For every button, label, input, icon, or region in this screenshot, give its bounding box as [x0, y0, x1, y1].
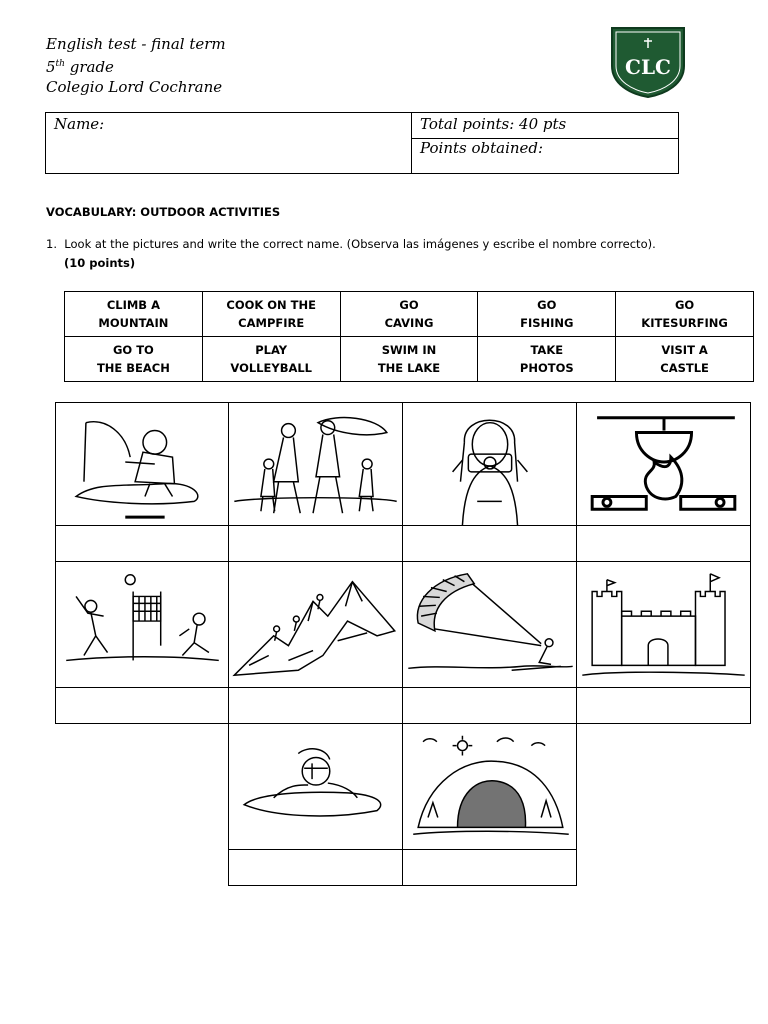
- word-bank-cell: GO TO THE BEACH: [65, 337, 203, 382]
- beach-picture: [228, 402, 403, 526]
- test-title: English test - final term: [46, 35, 226, 53]
- word-bank-cell: COOK ON THE CAMPFIRE: [202, 292, 340, 337]
- instruction: 1. Look at the pictures and write the correct name. (Observa las imágenes y escribe el nombre correcto). (10 points): [46, 237, 656, 270]
- answer-box[interactable]: [55, 525, 229, 562]
- grade-line: 5th grade: [46, 58, 114, 76]
- word-bank-cell: VISIT A CASTLE: [616, 337, 754, 382]
- cave-picture: [402, 723, 577, 850]
- name-points-box: [45, 112, 679, 174]
- answer-box[interactable]: [228, 525, 403, 562]
- points-obtained-label: Points obtained:: [420, 139, 544, 157]
- logo-lettering: CLC: [625, 55, 671, 79]
- word-bank-cell: PLAY VOLLEYBALL: [202, 337, 340, 382]
- answer-box[interactable]: [228, 849, 403, 886]
- word-bank-cell: TAKE PHOTOS: [478, 337, 616, 382]
- answer-box[interactable]: [576, 525, 751, 562]
- school-logo: [610, 26, 686, 98]
- mountain-picture: [228, 561, 403, 688]
- name-label: Name:: [54, 115, 105, 133]
- word-bank-table: [64, 291, 754, 382]
- answer-box[interactable]: [402, 849, 577, 886]
- swimming-picture: [228, 723, 403, 850]
- fishing-picture: [55, 402, 229, 526]
- test-header: [46, 34, 226, 97]
- campfire-picture: [576, 402, 751, 526]
- word-bank-cell: GO FISHING: [478, 292, 616, 337]
- answer-box[interactable]: [402, 687, 577, 724]
- word-bank-cell: GO CAVING: [340, 292, 478, 337]
- answer-box[interactable]: [402, 525, 577, 562]
- castle-picture: [576, 561, 751, 688]
- photos-picture: [402, 402, 577, 526]
- total-points-label: Total points: 40 pts: [420, 115, 567, 133]
- answer-box[interactable]: [55, 687, 229, 724]
- word-bank-cell: GO KITESURFING: [616, 292, 754, 337]
- answer-box[interactable]: [228, 687, 403, 724]
- word-bank-cell: SWIM IN THE LAKE: [340, 337, 478, 382]
- word-bank-cell: CLIMB A MOUNTAIN: [65, 292, 203, 337]
- kitesurfing-picture: [402, 561, 577, 688]
- volleyball-picture: [55, 561, 229, 688]
- section-title: VOCABULARY: OUTDOOR ACTIVITIES: [46, 205, 281, 219]
- answer-box[interactable]: [576, 687, 751, 724]
- school-name: Colegio Lord Cochrane: [46, 78, 223, 96]
